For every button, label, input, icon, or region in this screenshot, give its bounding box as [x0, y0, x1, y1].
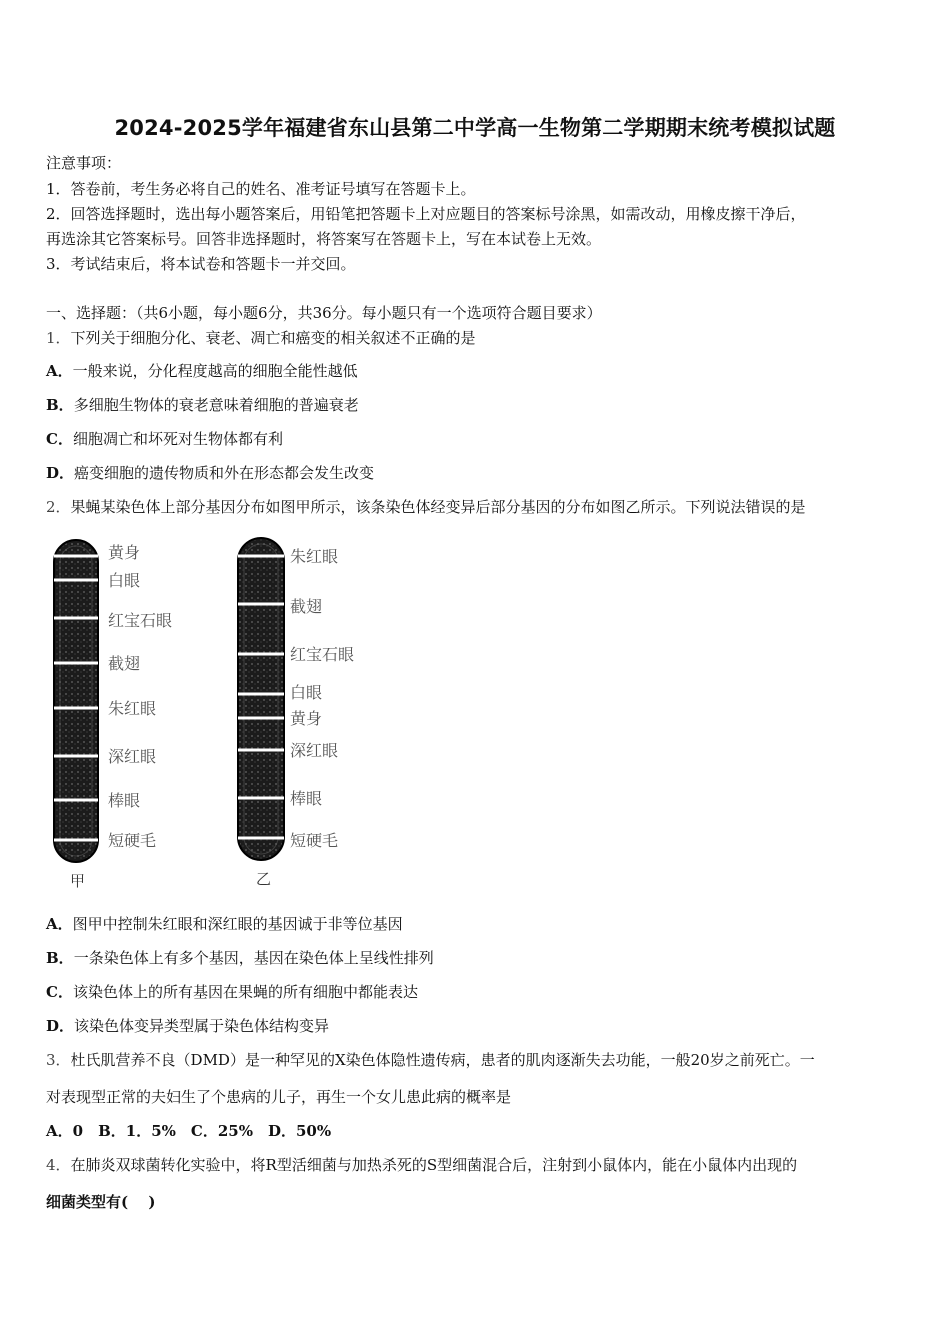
- gene-label: 棒眼: [108, 791, 141, 810]
- option-b: [46, 947, 434, 968]
- gene-label: 短硬毛: [290, 831, 339, 850]
- option-text: 多细胞生物体的衰老意味着细胞的普遍衰老: [73, 396, 359, 414]
- gene-label: 朱红眼: [108, 699, 157, 718]
- option-label: A．: [46, 362, 73, 380]
- option-d: [46, 462, 374, 483]
- question-stem: 杜氏肌营养不良（DMD）是一种罕见的X染色体隐性遗传病，患者的肌肉逐渐失去功能，一般20岁之前死亡。一: [70, 1051, 815, 1069]
- question-2: [46, 496, 806, 517]
- chromosome-diagram: [46, 530, 426, 900]
- option-label: C．: [46, 983, 73, 1001]
- gene-label: 朱红眼: [290, 547, 339, 566]
- figure-label-jia: 甲: [70, 872, 86, 890]
- notice-heading: 注意事项：: [46, 154, 122, 172]
- chromosome-figure: [46, 530, 426, 900]
- question-1: [46, 327, 476, 348]
- question-4: [46, 1154, 797, 1175]
- page-title: 2024-2025学年福建省东山县第二中学高一生物第二学期期末统考模拟试题: [114, 116, 836, 140]
- question-3: [46, 1049, 815, 1070]
- option-d: [46, 1015, 329, 1036]
- question-stem-continued: 细菌类型有( ): [46, 1193, 156, 1211]
- option-label: B．: [46, 949, 74, 967]
- chromosome-jia: [54, 540, 98, 862]
- question-stem: 下列关于细胞分化、衰老、凋亡和癌变的相关叙述不正确的是: [70, 329, 476, 347]
- figure-label-yi: 乙: [256, 870, 272, 888]
- options-inline: A．0 B．1．5% C．25% D．50%: [46, 1122, 332, 1140]
- gene-label: 黄身: [290, 709, 323, 728]
- question-stem: 果蝇某染色体上部分基因分布如图甲所示，该条染色体经变异后部分基因的分布如图乙所示。下列说法错误的是: [70, 498, 806, 516]
- gene-label: 棒眼: [290, 789, 323, 808]
- option-text: 一条染色体上有多个基因，基因在染色体上呈线性排列: [73, 949, 434, 967]
- question-number: 2．: [46, 498, 71, 516]
- notice-item: 再选涂其它答案标号。回答非选择题时，将答案写在答题卡上，写在本试卷上无效。: [46, 230, 602, 248]
- option-b: [46, 394, 359, 415]
- gene-label: 白眼: [290, 683, 323, 702]
- notice-item: 1．答卷前，考生务必将自己的姓名、准考证号填写在答题卡上。: [46, 180, 476, 198]
- option-text: 细胞凋亡和坏死对生物体都有利: [72, 430, 283, 448]
- notice-item: 2．回答选择题时，选出每小题答案后，用铅笔把答题卡上对应题目的答案标号涂黑，如需改动，用橡皮擦干净后，: [46, 205, 806, 223]
- question-stem: 在肺炎双球菌转化实验中，将R型活细菌与加热杀死的S型细菌混合后，注射到小鼠体内，能在小鼠体内出现的: [70, 1156, 798, 1174]
- notice-item: 3．考试结束后，将本试卷和答题卡一并交回。: [46, 255, 356, 273]
- gene-label: 截翅: [108, 654, 141, 673]
- option-label: D．: [46, 1017, 75, 1035]
- gene-label: 深红眼: [108, 747, 157, 766]
- option-text: 该染色体变异类型属于染色体结构变异: [74, 1017, 330, 1035]
- question-stem-continued: 对表现型正常的夫妇生了个患病的儿子，再生一个女儿患此病的概率是: [46, 1088, 512, 1106]
- gene-label: 截翅: [290, 597, 323, 616]
- option-label: B．: [46, 396, 74, 414]
- question-number: 4．: [46, 1156, 71, 1174]
- option-label: D．: [46, 464, 75, 482]
- option-text: 一般来说，分化程度越高的细胞全能性越低: [72, 362, 358, 380]
- gene-label: 短硬毛: [108, 831, 157, 850]
- gene-label: 红宝石眼: [290, 645, 355, 664]
- option-c: [46, 428, 283, 449]
- section-heading: 一、选择题：（共6小题，每小题6分，共36分。每小题只有一个选项符合题目要求）: [46, 304, 602, 322]
- gene-label: 红宝石眼: [108, 611, 173, 630]
- gene-label: 黄身: [108, 543, 141, 562]
- option-text: 图甲中控制朱红眼和深红眼的基因诚于非等位基因: [72, 915, 403, 933]
- chromosome-yi: [238, 538, 284, 860]
- gene-label: 深红眼: [290, 741, 339, 760]
- option-a: [46, 360, 358, 381]
- option-label: C．: [46, 430, 73, 448]
- gene-label: 白眼: [108, 571, 141, 590]
- option-label: A．: [46, 915, 73, 933]
- option-c: [46, 981, 418, 1002]
- option-text: 癌变细胞的遗传物质和外在形态都会发生改变: [74, 464, 375, 482]
- question-number: 3．: [46, 1051, 71, 1069]
- option-text: 该染色体上的所有基因在果蝇的所有细胞中都能表达: [72, 983, 418, 1001]
- question-number: 1．: [46, 329, 71, 347]
- option-a: [46, 913, 403, 934]
